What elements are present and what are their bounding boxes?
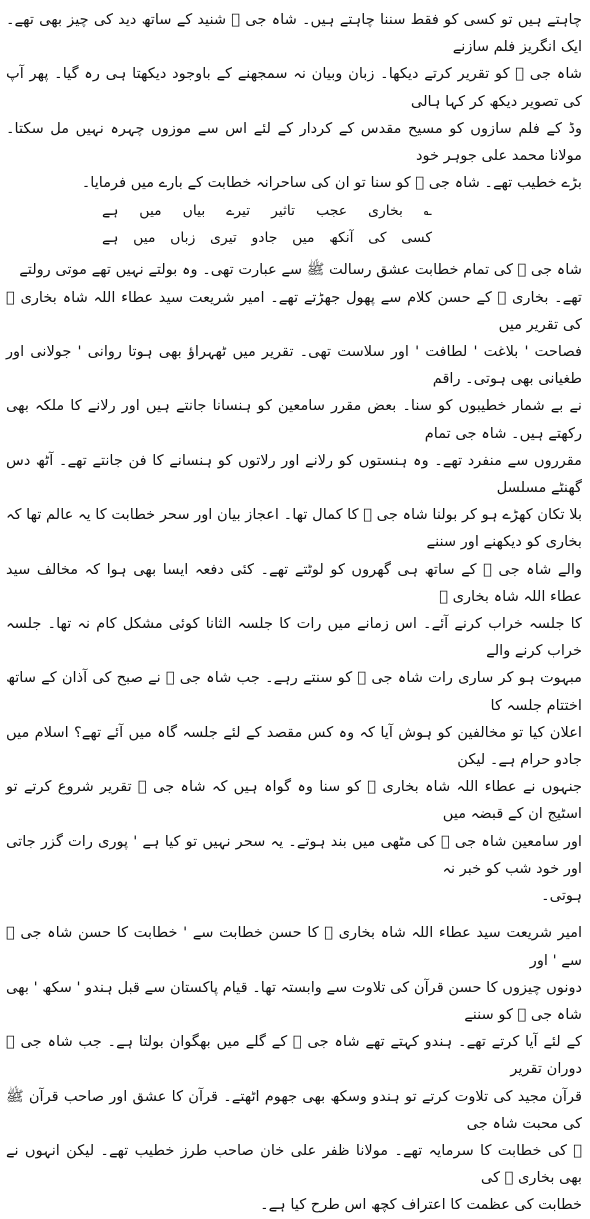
text-line: قرآن مجید کی تلاوت کرتے تو ہندو وسکھ بھی جھوم اٹھتے۔ قرآن کا عشق اور صاحب قرآن ﷺ کی محبت شاہ جی [6,1087,582,1132]
text-line: بلا تکان کھڑے ہو کر بولنا شاہ جی ﷫ کا کمال تھا۔ اعجاز بیان اور سحر خطابت کا یہ عالم تھا کہ بخاری کو دیکھنے اور سننے [6,506,582,551]
paragraph-quran [6,919,582,1218]
couplet-line-2: کسی کی آنکھ میں جادو تیری زباں میں ہے [102,230,432,247]
text-line: کا جلسہ خراب کرنے آئے۔ اس زمانے میں رات کا جلسہ الثانا کوئی مشکل کام نہ تھا۔ جلسہ خراب کرنے والے [6,615,582,660]
text-line: جنہوں نے عطاء اللہ شاہ بخاری ﷫ کو سنا وہ گواہ ہیں کہ شاہ جی ﷫ تقریر شروع کرتے تو اسٹیج ان کے قبضہ میں [6,778,582,823]
text-line: مقرروں سے منفرد تھے۔ وہ ہنستوں کو رلانے اور رلاتوں کو ہنسانے کا فن جانتے تھے۔ آٹھ دس گھنٹے مسلسل [6,451,582,497]
couplet-line-1: ؎ بخاری عجب تاثیر تیرے بیاں میں ہے [102,203,432,220]
text-line: نے بے شمار خطیبوں کو سنا۔ بعض مقرر سامعین کو ہنسانا جانتے ہیں اور رلانے کا ملکہ بھی رکھتے ہیں۔ شاہ جی تمام [6,397,582,442]
text-line: خطابت کی عظمت کا اعتراف کچھ اس طرح کیا ہے۔ [260,1196,582,1214]
text-line: شاہ جی ﷫ کو تقریر کرتے دیکھا۔ زبان وبیان نہ سمجھنے کے باوجود دیکھتا ہی رہ گیا۔ پھر آپ کی تصویر دیکھ کر کہا ہالی [6,65,582,110]
text-line: امیر شریعت سید عطاء اللہ شاہ بخاری ﷫ کا حسن خطابت سے ' خطابت کا حسن شاہ جی ﷫ سے ' اور [6,924,582,969]
text-line: کے لئے آیا کرتے تھے۔ ہندو کہتے تھے شاہ جی ﷫ کے گلے میں بھگوان بولتا ہے۔ جب شاہ جی ﷫ دوران تقریر [6,1033,582,1078]
text-line: چاہتے ہیں تو کسی کو فقط سننا چاہتے ہیں۔ شاہ جی ﷫ شنید کے ساتھ دید کی چیز بھی تھے۔ ایک انگریز فلم سازنے [6,11,582,56]
text-line: ﷫ کی خطابت کا سرمایہ تھے۔ مولانا ظفر علی خان صاحب طرز خطیب تھے۔ لیکن انہوں نے بھی بخاری ﷫ کی [6,1141,582,1187]
text-line: بڑے خطیب تھے۔ شاہ جی ﷫ کو سنا تو ان کی ساحرانہ خطابت کے بارے میں فرمایا۔ [81,174,582,192]
text-line: والے شاہ جی ﷫ کے ساتھ ہی گھروں کو لوٹتے تھے۔ کئی دفعہ ایسا بھی ہوا کہ مخالف سید عطاء اللہ شاہ بخاری ﷫ [6,560,582,605]
text-line: شاہ جی ﷫ کی تمام خطابت عشق رسالت ﷺ سے عبارت تھی۔ وہ بولتے نہیں تھے موتی رولتے [19,261,582,279]
text-line: فصاحت ' بلاغت ' لطافت ' اور سلاست تھی۔ تقریر میں ٹھہراؤ بھی ہوتا روانی ' جولانی اور طغیانی بھی ہوتی۔ راقم [6,343,582,388]
paragraph-intro [6,6,582,196]
text-line: مبہوت ہو کر ساری رات شاہ جی ﷫ کو سنتے رہے۔ جب شاہ جی ﷫ نے صبح کی آذان کے ساتھ اختتام جلسہ کا [6,669,582,714]
text-line: ہوتی۔ [541,887,582,905]
poetry-couplet [102,198,582,252]
text-line: اعلان کیا تو مخالفین کو ہوش آیا کہ وہ کس مقصد کے لئے جلسہ گاہ میں آئے تھے؟ اسلام میں جادو حرام ہے۔ لیکن [6,723,582,769]
text-line: اور سامعین شاہ جی ﷫ کی مٹھی میں بند ہوتے۔ یہ سحر نہیں تو کیا ہے ' پوری رات گزر جاتی اور خود شب کو خبر نہ [6,832,582,877]
text-line: دونوں چیزوں کا حسن قرآن کی تلاوت سے وابستہ تھا۔ قیام پاکستان سے قبل ہندو ' سکھ ' بھی شاہ جی ﷫ کو سننے [6,978,582,1023]
paragraph-oratory [6,256,582,909]
text-line: تھے۔ بخاری ﷫ کے حسن کلام سے پھول جھڑتے تھے۔ امیر شریعت سید عطاء اللہ شاہ بخاری ﷫ کی تقریر میں [6,288,582,333]
text-line: وڈ کے فلم سازوں کو مسیح مقدس کے کردار کے لئے اس سے موزوں چہرہ نہیں مل سکتا۔ مولانا محمد علی جوہر خود [6,119,582,165]
